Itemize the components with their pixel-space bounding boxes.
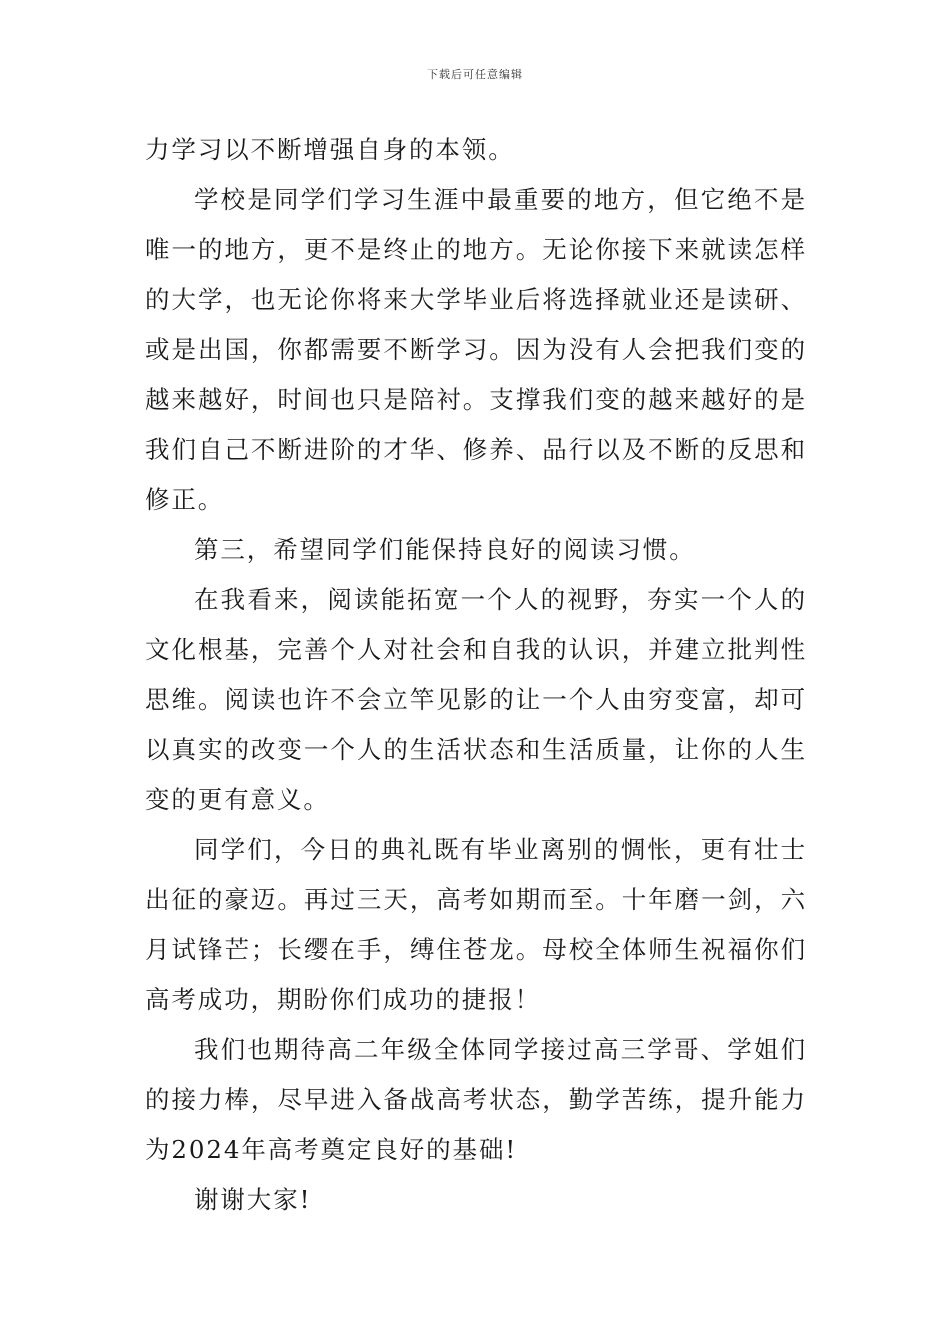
- paragraph-6: 我们也期待高二年级全体同学接过高三学哥、学姐们的接力棒，尽早进入备战高考状态，勤学苦练，提升能力为2024年高考奠定良好的基础!: [145, 1035, 807, 1164]
- paragraph-5: 同学们，今日的典礼既有毕业离别的惆怅，更有壮士出征的豪迈。再过三天，高考如期而至。十年磨一剑，六月试锋芒；长缨在手，缚住苍龙。母校全体师生祝福你们高考成功，期盼你们成功的捷报！: [145, 835, 807, 1014]
- paragraph-3: 第三，希望同学们能保持良好的阅读习惯。: [194, 535, 696, 564]
- paragraph-1: 力学习以不断增强自身的本领。: [145, 135, 515, 164]
- document-body: [145, 125, 807, 1225]
- paragraph-4: 在我看来，阅读能拓宽一个人的视野，夯实一个人的文化根基，完善个人对社会和自我的认识，并建立批判性思维。阅读也许不会立竿见影的让一个人由穷变富，却可以真实的改变一个人的生活状态和生活质量，让你的人生变的更有意义。: [145, 585, 807, 814]
- paragraph-2: 学校是同学们学习生涯中最重要的地方，但它绝不是唯一的地方，更不是终止的地方。无论你接下来就读怎样的大学，也无论你将来大学毕业后将选择就业还是读研、或是出国，你都需要不断学习。因为没有人会把我们变的越来越好，时间也只是陪衬。支撑我们变的越来越好的是我们自己不断进阶的才华、修养、品行以及不断的反思和修正。: [145, 185, 807, 514]
- page-header-note: 下载后可任意编辑: [427, 68, 523, 81]
- paragraph-7: 谢谢大家!: [194, 1185, 312, 1214]
